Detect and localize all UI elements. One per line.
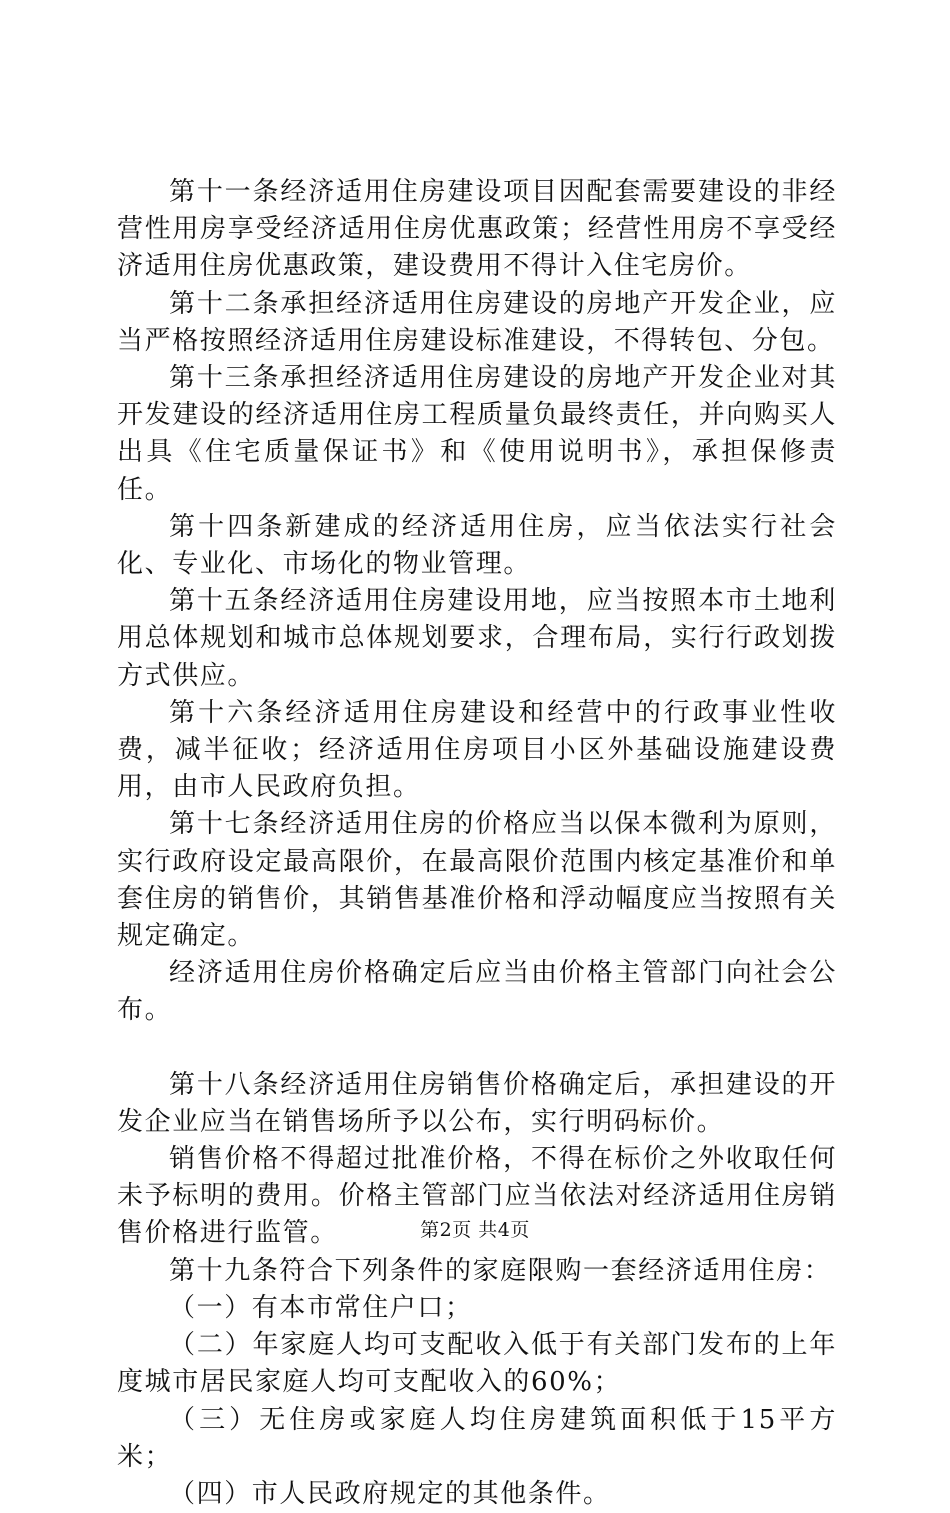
- article-16: 第十六条经济适用住房建设和经营中的行政事业性收费，减半征收；经济适用住房项目小区外基础设施建设费用，由市人民政府负担。: [117, 697, 837, 803]
- article-19-condition-2: （二）年家庭人均可支配收入低于有关部门发布的上年度城市居民家庭人均可支配收入的60%；: [117, 1330, 837, 1398]
- article-19: 第十九条符合下列条件的家庭限购一套经济适用住房：: [169, 1255, 832, 1286]
- article-13: 第十三条承担经济适用住房建设的房地产开发企业对其开发建设的经济适用住房工程质量负最终责任，并向购买人出具《住宅质量保证书》和《使用说明书》，承担保修责任。: [117, 363, 837, 505]
- article-19-condition-3: （三）无住房或家庭人均住房建筑面积低于15平方米；: [117, 1404, 837, 1472]
- article-11: 第十一条经济适用住房建设项目因配套需要建设的非经营性用房享受经济适用住房优惠政策；经营性用房不享受经济适用住房优惠政策，建设费用不得计入住宅房价。: [117, 177, 837, 282]
- article-19-condition-4: （四）市人民政府规定的其他条件。: [169, 1478, 611, 1509]
- article-14: 第十四条新建成的经济适用住房，应当依法实行社会化、专业化、市场化的物业管理。: [117, 511, 837, 580]
- article-18: 第十八条经济适用住房销售价格确定后，承担建设的开发企业应当在销售场所予以公布，实行明码标价。: [117, 1069, 837, 1137]
- article-12: 第十二条承担经济适用住房建设的房地产开发企业，应当严格按照经济适用住房建设标准建设，不得转包、分包。: [117, 288, 837, 356]
- article-19-condition-1: （一）有本市常住户口；: [169, 1292, 473, 1323]
- article-18-price-limit: 销售价格不得超过批准价格，不得在标价之外收取任何未予标明的费用。价格主管部门应当依法对经济适用住房销售价格进行监管。: [117, 1144, 837, 1249]
- article-15: 第十五条经济适用住房建设用地，应当按照本市土地利用总体规划和城市总体规划要求，合理布局，实行行政划拨方式供应。: [117, 586, 837, 691]
- document-body: [117, 174, 837, 1513]
- article-17-price-announcement: 经济适用住房价格确定后应当由价格主管部门向社会公布。: [117, 958, 837, 1026]
- page-footer: 第2页 共4页: [420, 1219, 530, 1241]
- article-17: 第十七条经济适用住房的价格应当以保本微利为原则，实行政府设定最高限价，在最高限价范围内核定基准价和单套住房的销售价，其销售基准价格和浮动幅度应当按照有关规定确定。: [117, 809, 837, 952]
